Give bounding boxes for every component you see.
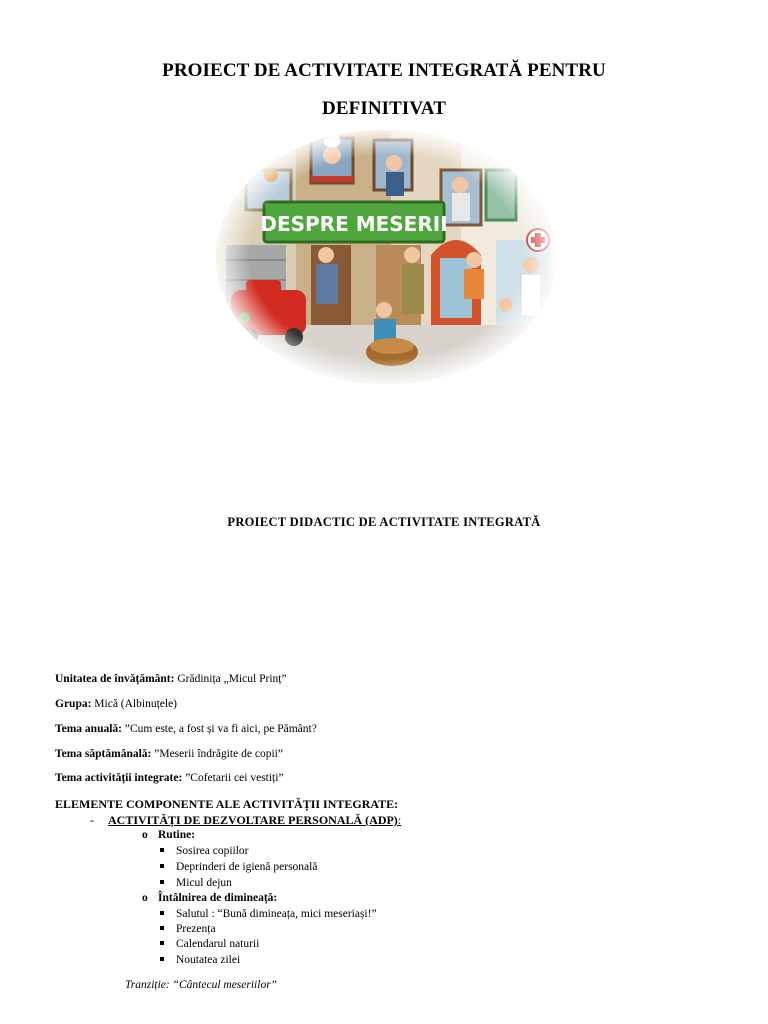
square-bullet-icon bbox=[160, 941, 164, 945]
list-item: Sosirea copiilor bbox=[160, 845, 249, 857]
field-value: Grădinița „Micul Prinț” bbox=[174, 673, 287, 685]
list-marker: o bbox=[142, 892, 148, 904]
field-tema-saptamanala bbox=[55, 748, 283, 760]
square-bullet-icon bbox=[160, 926, 164, 930]
section-rutine bbox=[142, 829, 195, 841]
square-bullet-icon bbox=[160, 864, 164, 868]
list-item: Micul dejun bbox=[160, 877, 232, 889]
adp-tail: : bbox=[397, 813, 402, 827]
list-item: Salutul : “Bună dimineața, mici meseriași!” bbox=[160, 908, 377, 920]
dash-marker: - bbox=[90, 813, 94, 827]
field-label: Unitatea de învățământ: bbox=[55, 673, 175, 685]
field-value: ”Meserii îndrăgite de copii” bbox=[151, 748, 283, 760]
field-tema-anuala bbox=[55, 723, 317, 735]
document-title-line-1: PROIECT DE ACTIVITATE INTEGRATĂ PENTRU bbox=[162, 60, 606, 81]
field-tema-activitatii bbox=[55, 772, 284, 784]
section-intalnirea bbox=[142, 892, 277, 904]
adp-heading bbox=[90, 813, 420, 828]
field-label: Grupa: bbox=[55, 698, 92, 710]
field-grupa bbox=[55, 698, 177, 710]
square-bullet-icon bbox=[160, 880, 164, 884]
document-subtitle: PROIECT DIDACTIC DE ACTIVITATE INTEGRATĂ bbox=[227, 515, 541, 529]
field-value: Mică (Albinuțele) bbox=[91, 698, 178, 710]
list-marker: o bbox=[142, 829, 148, 841]
field-label: Tema activității integrate: bbox=[55, 772, 183, 784]
section-title: Rutine: bbox=[158, 829, 196, 841]
section-title: Întâlnirea de dimineață: bbox=[158, 892, 278, 904]
field-value: ”Cofetarii cei vestiți” bbox=[182, 772, 284, 784]
adp-label: ACTIVITĂȚI DE DEZVOLTARE PERSONALĂ (ADP) bbox=[108, 813, 398, 827]
square-bullet-icon bbox=[160, 911, 164, 915]
square-bullet-icon bbox=[160, 957, 164, 961]
field-label: Tema săptămânală: bbox=[55, 748, 152, 760]
list-item: Calendarul naturii bbox=[160, 938, 259, 950]
list-item: Prezența bbox=[160, 923, 216, 935]
components-heading: ELEMENTE COMPONENTE ALE ACTIVITĂȚII INTEGRATE: bbox=[55, 797, 399, 811]
square-bullet-icon bbox=[160, 848, 164, 852]
professions-illustration bbox=[216, 130, 556, 385]
field-value: ”Cum este, a fost și va fi aici, pe Pământ? bbox=[122, 723, 317, 735]
document-title-line-2: DEFINITIVAT bbox=[322, 98, 446, 119]
list-item: Deprinderi de igienă personală bbox=[160, 861, 317, 873]
transition-note: Tranziție: “Cântecul meseriilor” bbox=[125, 979, 278, 991]
list-item: Noutatea zilei bbox=[160, 954, 240, 966]
field-unitatea bbox=[55, 673, 287, 685]
field-label: Tema anuală: bbox=[55, 723, 122, 735]
